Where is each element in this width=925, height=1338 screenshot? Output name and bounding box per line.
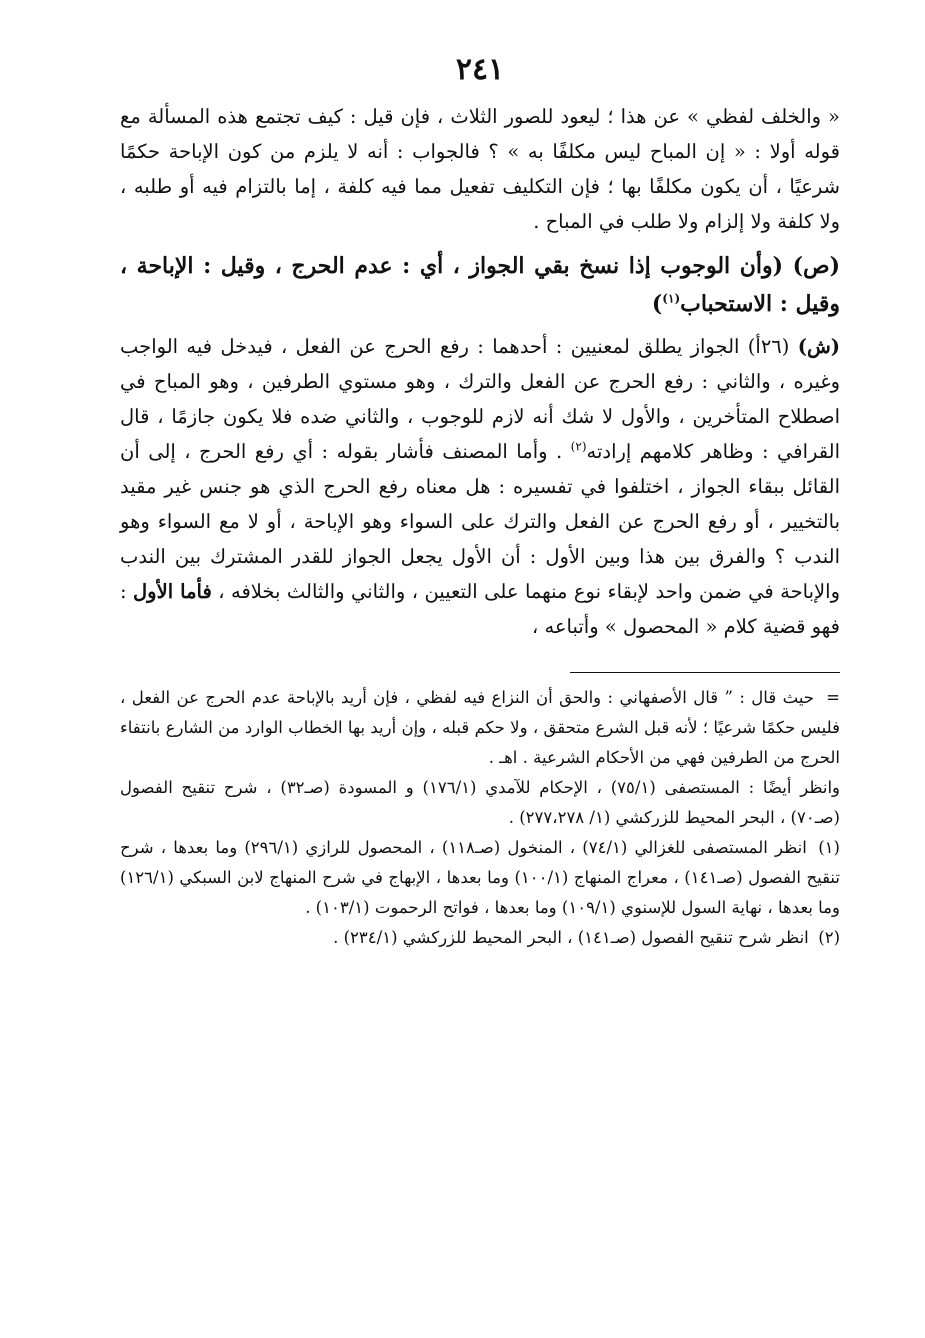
footnote-see-also — [120, 773, 840, 833]
footnote-tag: = — [826, 688, 840, 707]
footnote-text: وانظر أيضًا : المستصفى (٧٥/١) ، الإحكام للآمدي (١٧٦/١) و المسودة (صـ٣٢) ، شرح تنقيح الفصول (صـ٧٠) ، البحر المحيط للزركشي (١/ ٢٧٧،٢٧٨) . — [120, 778, 841, 827]
footnote-ref-1[interactable]: (١) — [662, 291, 681, 306]
footnote-tag: (١) — [818, 838, 840, 857]
footnotes — [120, 683, 840, 953]
commentary-part3: : فهو قضية كلام « المحصول » وأتباعه ، — [120, 580, 840, 638]
commentary-bold-phrase: فأما الأول — [133, 580, 212, 603]
footnote-text: حيث قال : ” قال الأصفهاني : والحق أن النزاع فيه لفظي ، فإن أريد بالإباحة عدم الحرج عن الفعل ، فليس حكمًا شرعيًا ؛ لأنه قبل الشرع متحقق ، ولا حكم قبله ، وإن أريد بها الخطاب الوارد من الشارع بانتفاء الحرج من الطرفين فهي من الأحكام الشرعية . اهـ . — [120, 688, 840, 767]
commentary-part1: (٢٦أ) الجواز يطلق لمعنيين : أحدهما : رفع الحرج عن الفعل ، فيدخل فيه الواجب وغيره ، والثاني : رفع الحرج عن الفعل والترك ، وهو مستوي الطرفين ، وهو المباح في اصطلاح المتأخرين ، والأول لا شك أنه لازم للوجوب ، والثاني ضده فلا يكون جازمًا ، قال القرافي : وظاهر كلامهم إرادته — [120, 335, 840, 463]
footnote-text: انظر شرح تنقيح الفصول (صـ١٤١) ، البحر المحيط للزركشي (٢٣٤/١) . — [333, 928, 809, 947]
rule-paragraph — [120, 247, 840, 323]
page-number: ٢٤١ — [455, 52, 505, 87]
footnote-2 — [120, 923, 840, 953]
footnote-continuation — [120, 683, 840, 773]
footnote-tag: (٢) — [818, 928, 840, 947]
commentary-part2: . وأما المصنف فأشار بقوله : أي رفع الحرج ، إلى أن القائل ببقاء الجواز ، اختلفوا في تفسيره : هل معناه رفع الحرج الذي هو جنس غير مقيد بالتخيير ، أو رفع الحرج عن الفعل والترك على السواء وهو الإباحة ، أو لا مع السواء وهو الندب ؟ والفرق بين هذا وبين الأول : أن الأول يجعل الجواز للقدر المشترك بين الندب والإباحة في ضمن واحد لإبقاء نوع منهما على التعيين ، والثاني والثالث بخلافه ، — [120, 440, 840, 603]
commentary-paragraph — [120, 329, 840, 644]
commentary-lead: (ش) — [797, 335, 840, 358]
footnote-divider — [570, 672, 840, 673]
intro-paragraph: « والخلف لفظي » عن هذا ؛ ليعود للصور الثلاث ، فإن قيل : كيف تجتمع هذه المسألة مع قوله أولا : « إن المباح ليس مكلفًا به » ؟ فالجواب : أنه لا يلزم من كون الإباحة حكمًا شرعيًا ، أن يكون مكلفًا بها ؛ فإن التكليف تفعيل مما فيه كلفة ، إما بالتزام فيه أو طلبه ، ولا كلفة ولا إلزام ولا طلب في المباح . — [120, 105, 840, 233]
footnote-ref-2[interactable]: (٢) — [570, 439, 587, 454]
rule-text: (ص) (وأن الوجوب إذا نسخ بقي الجواز ، أي : عدم الحرج ، وقيل : الإباحة ، وقيل : الاستحباب — [120, 253, 840, 317]
footnote-1 — [120, 833, 840, 923]
book-page — [120, 52, 840, 953]
rule-closing: ) — [651, 291, 663, 317]
footnote-text: انظر المستصفى للغزالي (٧٤/١) ، المنخول (صـ١١٨) ، المحصول للرازي (٢٩٦/١) وما بعدها ، شرح تنقيح الفصول (صـ١٤١) ، معراج المنهاج (١٠٠/١) وما بعدها ، الإبهاج في شرح المنهاج لابن السبكي (١٢٦/١) وما بعدها ، نهاية السول للإسنوي (١٠٩/١) وما بعدها ، فواتح الرحموت (١٠٣/١) . — [120, 838, 840, 917]
